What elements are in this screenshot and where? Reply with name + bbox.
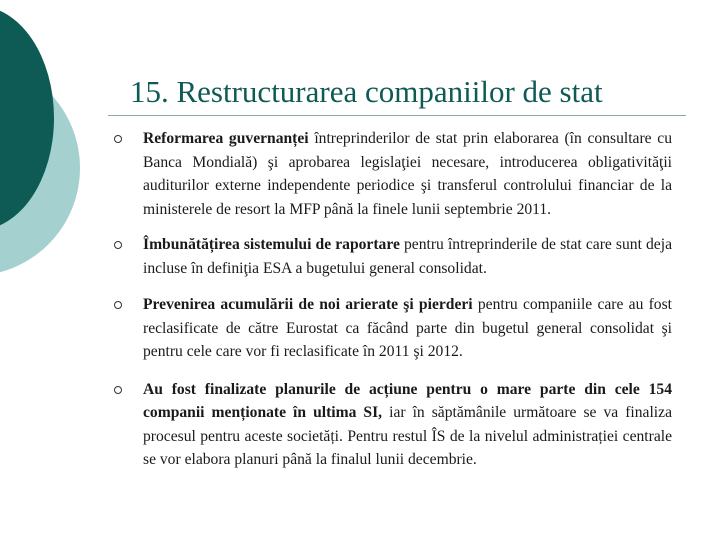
bullet-lead: Îmbunătățirea sistemului de raportare	[143, 236, 400, 253]
light-teal-circle	[0, 60, 80, 276]
title-divider	[108, 115, 686, 116]
bullet-item-reporting-system	[112, 233, 672, 280]
hollow-circle-bullet-icon	[114, 386, 122, 394]
bullet-lead: Reformarea guvernanței	[143, 130, 309, 147]
bullet-lead: Au fost finalizate planurile de acțiune pentru o mare parte din cele 154 companii menționate în ultima SI,	[143, 380, 672, 421]
hollow-circle-bullet-icon	[114, 241, 122, 249]
bullet-list	[112, 127, 672, 484]
dark-teal-circle	[0, 6, 54, 230]
slide-title: 15. Restructurarea companiilor de stat	[130, 74, 603, 109]
bullet-item-action-plans	[112, 378, 672, 472]
bullet-text: pentru companiile care au fost reclasificate de către Eurostat ca făcând parte din bugetul general consolidat şi pentru cele care vor fi reclasificate în 2011 şi 2012.	[143, 296, 672, 360]
decorative-circles	[0, 0, 130, 300]
bullet-item-arrears-prevention	[112, 293, 672, 364]
bullet-item-governance-reform	[112, 127, 672, 221]
bullet-text: iar în săptămânile următoare se va finaliza procesul pentru aceste societăți. Pentru restul ÎS de la nivelul administrației centrale se vor elabora planuri până la finalul lunii decembrie.	[143, 404, 672, 468]
bullet-text: pentru întreprinderile de stat care sunt deja incluse în definiţia ESA a bugetului general consolidat.	[143, 236, 672, 277]
bullet-text: întreprinderilor de stat prin elaborarea (în consultare cu Banca Mondială) şi aprobarea legislaţiei necesare, introducerea obligativităţii auditurilor externe independente periodice şi transferul controlului financiar de la ministerele de resort la MFP până la finele lunii septembrie 2011.	[143, 130, 672, 218]
hollow-circle-bullet-icon	[114, 135, 122, 143]
hollow-circle-bullet-icon	[114, 301, 122, 309]
bullet-lead: Prevenirea acumulării de noi arierate şi pierderi	[143, 296, 473, 313]
